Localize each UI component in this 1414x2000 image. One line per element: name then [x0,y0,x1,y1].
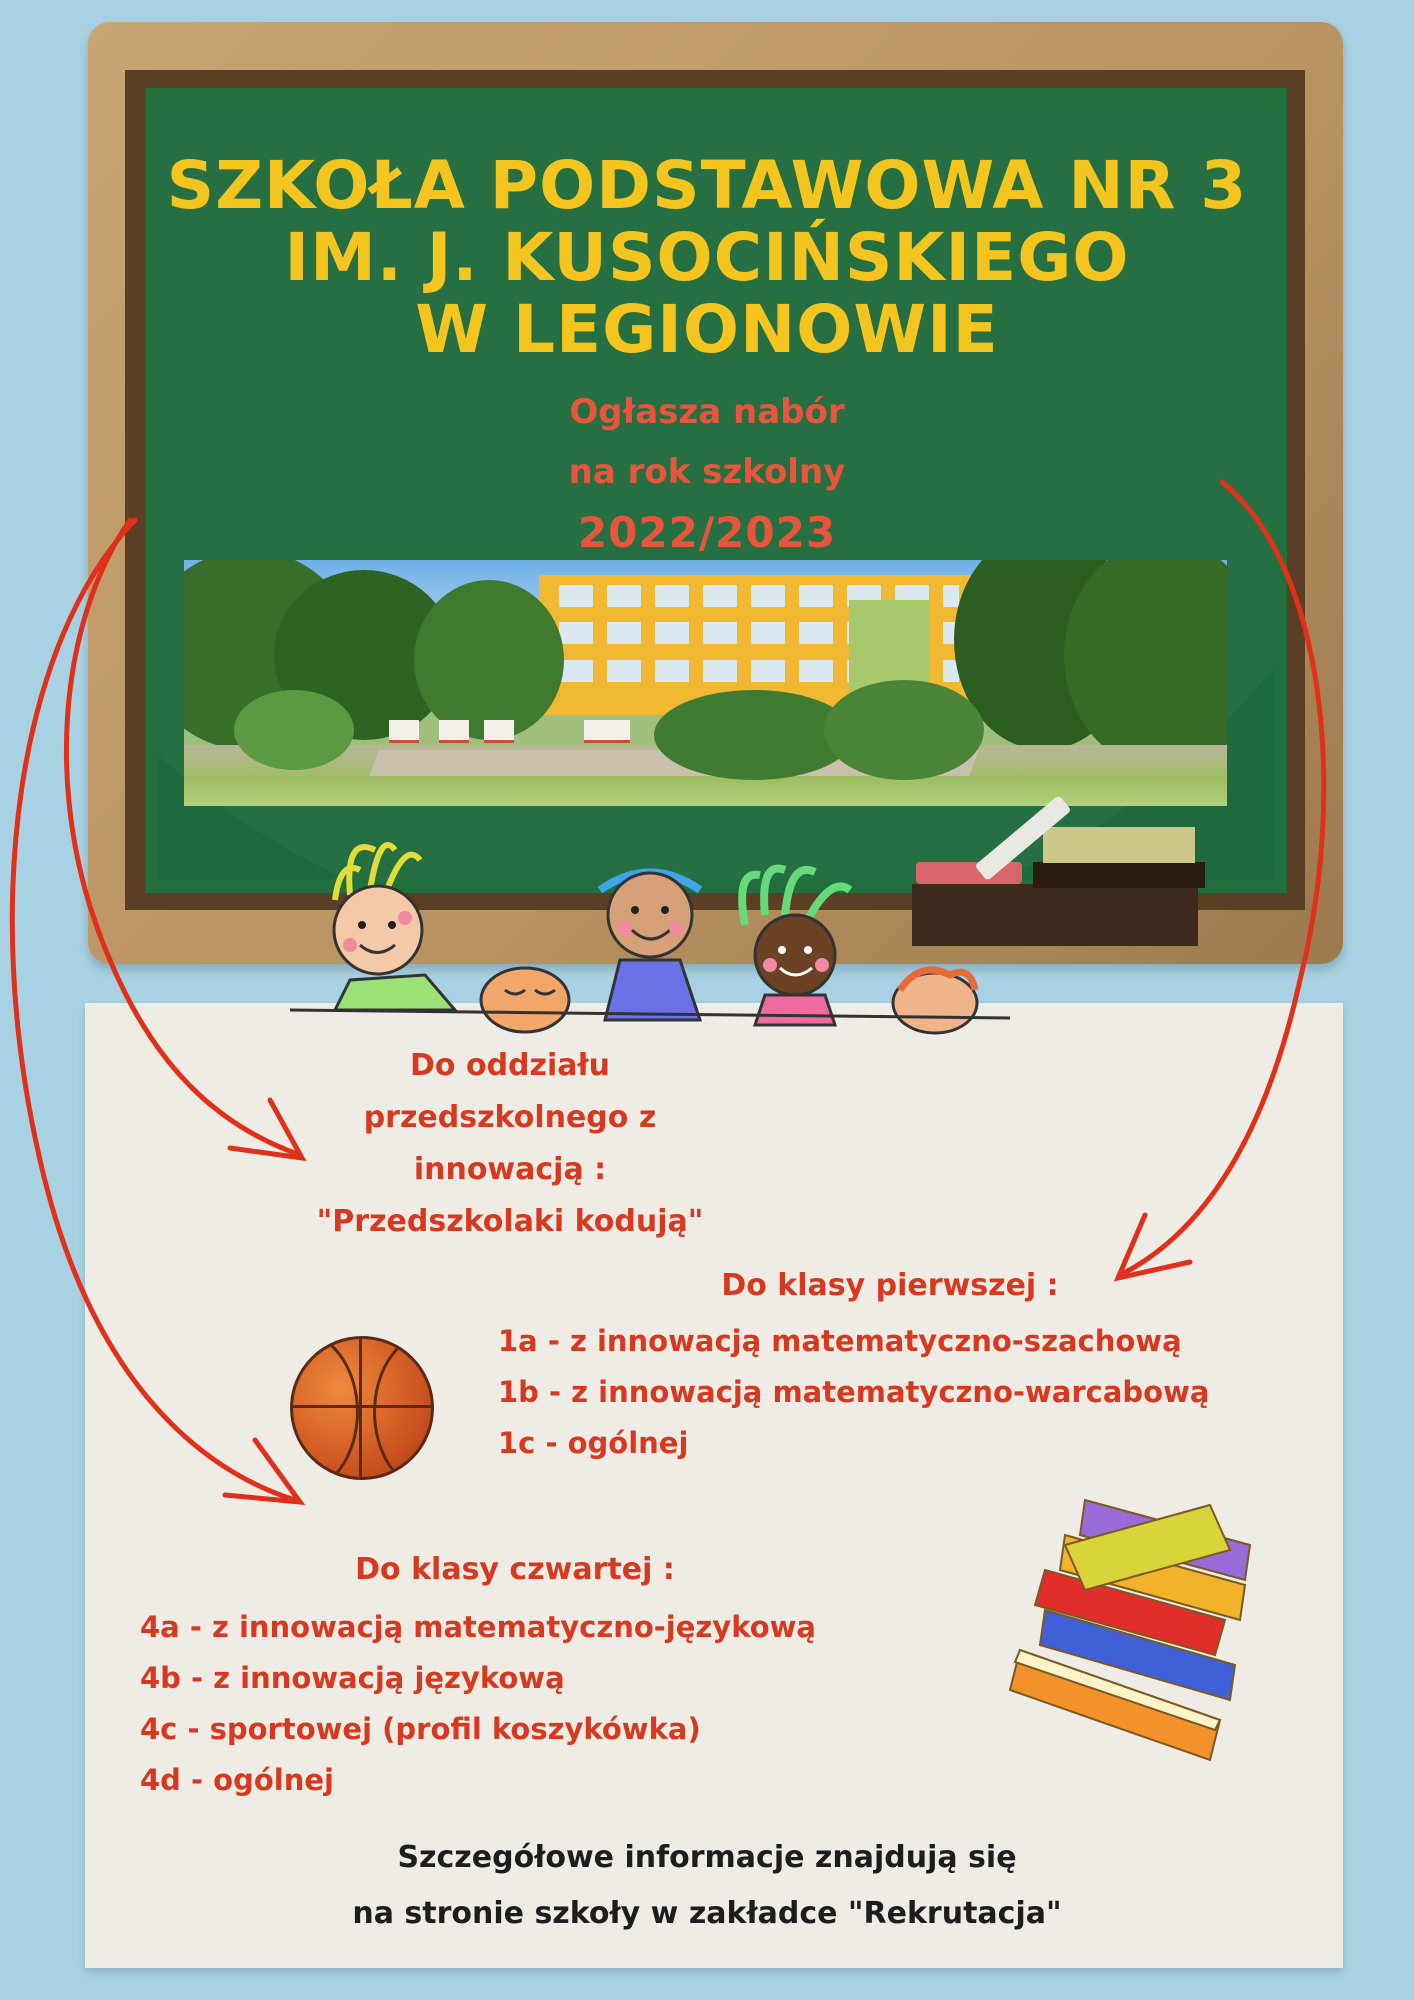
preschool-line-2: przedszkolnego z [363,1100,657,1135]
preschool-line-4: "Przedszkolaki kodują" [316,1204,704,1239]
title-line-3: W LEGIONOWIE [415,291,999,368]
footer-line-1: Szczegółowe informacje znajdują się [397,1840,1017,1875]
first-grade-heading: Do klasy pierwszej : [721,1268,1059,1303]
kid-small-orange [481,968,569,1032]
fourth-grade-item: 4c - sportowej (profil koszykówka) [140,1712,701,1746]
preschool-line-1: Do oddziału [410,1048,610,1083]
preschool-line-3: innowacją : [413,1152,607,1187]
kid-yellow-hair [334,845,455,1010]
announcement-line-1: Ogłasza nabór [569,392,845,432]
footer-line-2: na stronie szkoły w zakładce "Rekrutacja" [352,1896,1062,1931]
arrow-left-outer-icon [12,520,300,1502]
title-line-1: SZKOŁA PODSTAWOWA NR 3 [166,147,1248,224]
kid-small-redhair [893,970,977,1033]
kid-blue [600,873,700,1021]
title-line-2: IM. J. KUSOCIŃSKIEGO [284,219,1130,296]
kid-green-hair [742,868,850,1025]
first-grade-item: 1a - z innowacją matematyczno-szachową [498,1324,1182,1358]
first-grade-item: 1c - ogólnej [498,1426,689,1460]
fourth-grade-item: 4d - ogólnej [140,1763,334,1797]
announcement-line-2: na rok szkolny [568,452,846,492]
arrow-right-icon [1118,482,1324,1278]
school-year: 2022/2023 [577,508,837,557]
fourth-grade-heading: Do klasy czwartej : [355,1552,675,1587]
fourth-grade-item: 4b - z innowacją językową [140,1661,565,1695]
books-stack-icon [1010,1500,1250,1760]
arrow-left-inner-icon [66,520,302,1158]
fourth-grade-item: 4a - z innowacją matematyczno-językową [140,1610,816,1644]
first-grade-item: 1b - z innowacją matematyczno-warcabową [498,1375,1210,1409]
